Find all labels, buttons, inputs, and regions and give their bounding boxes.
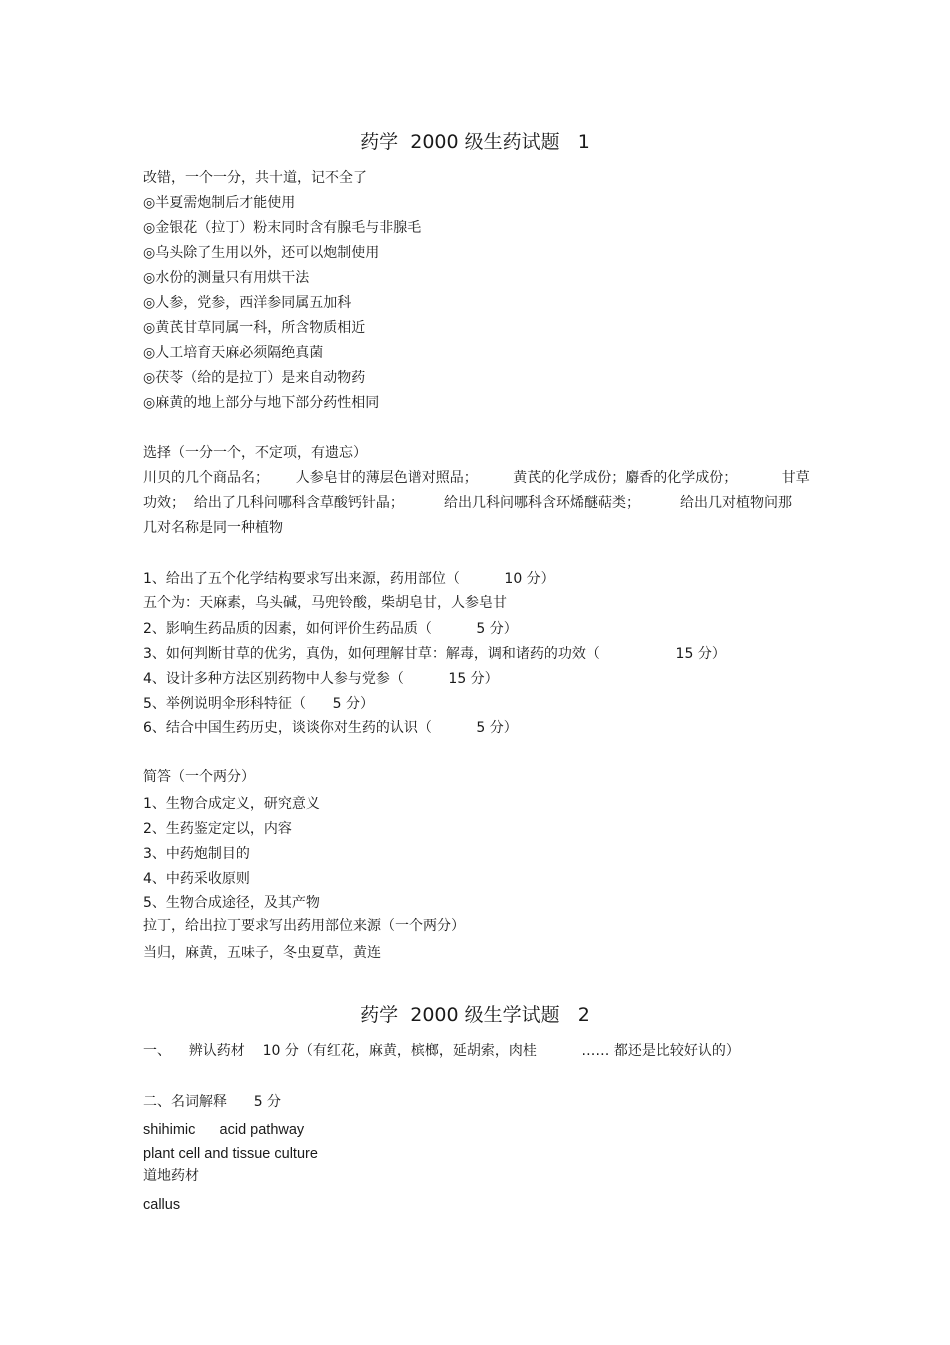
correction-item: ◎人参，党参，西洋参同属五加科 (143, 295, 352, 311)
correction-header: 改错，一个一分，共十道，记不全了 (143, 170, 367, 186)
term-line: plant cell and tissue culture (143, 1146, 318, 1162)
short-answer-line: 拉丁，给出拉丁要求写出药用部位来源（一个两分） (143, 918, 465, 934)
correction-item: ◎麻黄的地上部分与地下部分药性相同 (143, 395, 380, 411)
essay-line: 2、影响生药品质的因素，如何评价生药品质（ 5 分） (143, 621, 518, 637)
correction-item: ◎人工培育天麻必须隔绝真菌 (143, 345, 324, 361)
short-answer-line: 3、中药炮制目的 (143, 846, 250, 862)
choice-line: 几对名称是同一种植物 (143, 520, 283, 536)
term-line: 道地药材 (143, 1168, 199, 1184)
exam1-title: 药学 2000 级生药试题 1 (360, 131, 590, 153)
choice-line: 功效； 给出了几科问哪科含草酸钙针晶； 给出几科问哪科含环烯醚萜类； 给出几对植物问那 (143, 495, 793, 511)
essay-line: 5、举例说明伞形科特征（ 5 分） (143, 696, 374, 712)
choice-line: 川贝的几个商品名； 人参皂甘的薄层色谱对照品； 黄芪的化学成份；麝香的化学成份； 甘草 (143, 470, 810, 486)
short-answer-line: 5、生物合成途径，及其产物 (143, 895, 320, 911)
section2-header: 二、名词解释 5 分 (143, 1094, 282, 1110)
correction-item: ◎乌头除了生用以外，还可以炮制使用 (143, 245, 380, 261)
correction-item: ◎金银花（拉丁）粉末同时含有腺毛与非腺毛 (143, 220, 422, 236)
essay-line: 1、给出了五个化学结构要求写出来源，药用部位（ 10 分） (143, 571, 555, 587)
section1-line: 一、 辨认药材 10 分（有红花，麻黄，槟榔，延胡索，肉桂 …… 都还是比较好认的） (143, 1043, 740, 1059)
essay-line: 3、如何判断甘草的优劣，真伪，如何理解甘草：解毒，调和诸药的功效（ 15 分） (143, 646, 726, 662)
short-answer-line: 4、中药采收原则 (143, 871, 250, 887)
correction-item: ◎水份的测量只有用烘干法 (143, 270, 310, 286)
correction-item: ◎茯苓（给的是拉丁）是来自动物药 (143, 370, 366, 386)
term-line: shihimic acid pathway (143, 1122, 305, 1138)
correction-item: ◎半夏需炮制后才能使用 (143, 195, 296, 211)
essay-line: 6、结合中国生药历史，谈谈你对生药的认识（ 5 分） (143, 720, 518, 736)
short-answer-line: 1、生物合成定义，研究意义 (143, 796, 320, 812)
exam2-title: 药学 2000 级生学试题 2 (360, 1004, 590, 1026)
short-answer-header: 简答（一个两分） (143, 769, 255, 785)
essay-line: 4、设计多种方法区别药物中人参与党参（ 15 分） (143, 671, 499, 687)
short-answer-line: 当归，麻黄，五味子，冬虫夏草，黄连 (143, 945, 381, 961)
correction-item: ◎黄芪甘草同属一科，所含物质相近 (143, 320, 366, 336)
short-answer-line: 2、生药鉴定定以，内容 (143, 821, 292, 837)
choice-header: 选择（一分一个，不定项，有遗忘） (143, 445, 367, 461)
essay-line: 五个为：天麻素，乌头碱，马兜铃酸，柴胡皂甘，人参皂甘 (143, 595, 507, 611)
term-line: callus (143, 1197, 181, 1213)
